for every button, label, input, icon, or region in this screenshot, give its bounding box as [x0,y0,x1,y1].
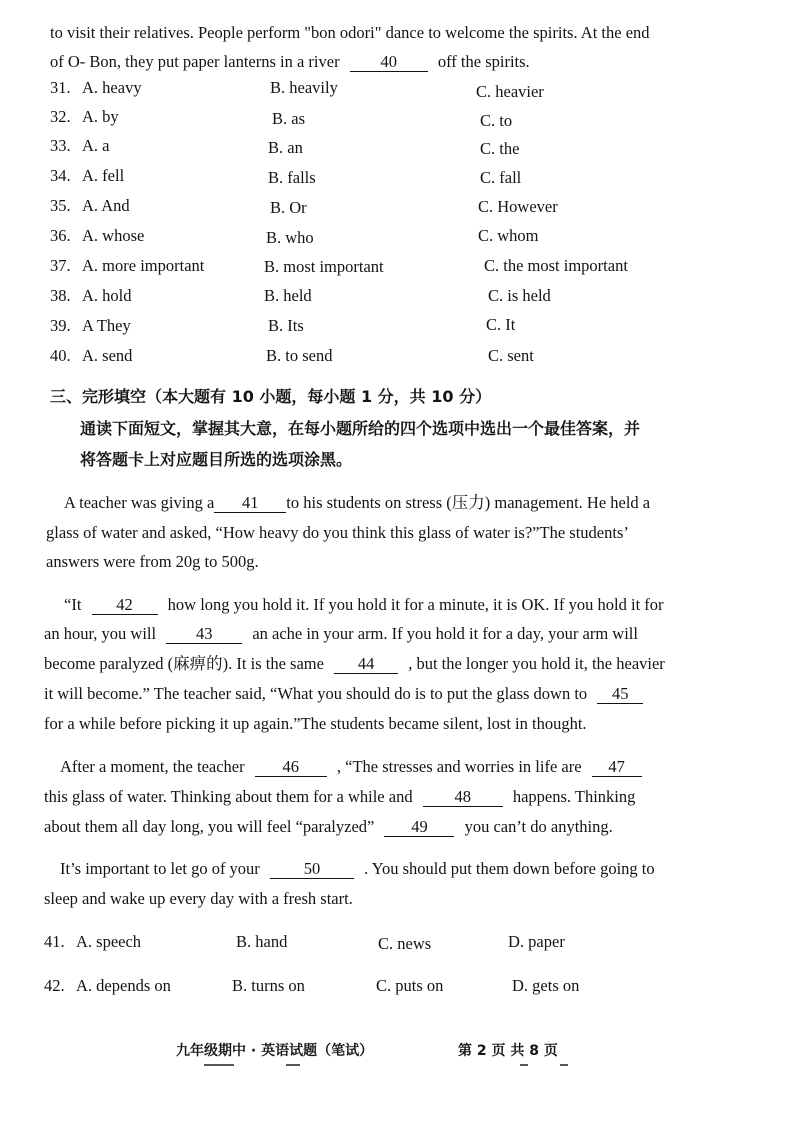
passage-text: become paralyzed (麻痹的). It is the same [44,654,324,673]
option-38-b: B. held [264,286,312,305]
passage-text: an hour, you will [44,624,157,643]
blank-45: 45 [597,685,643,704]
option-37-a: A. more important [82,256,205,275]
passage-text: an ache in your arm. If you hold it for a day, your arm will [252,624,638,643]
passage-text: A teacher was giving a [64,493,215,512]
option-35-num: 35. [50,196,71,215]
option-31-num: 31. [50,78,71,97]
intro-line-2-text: of O- Bon, they put paper lanterns in a river [50,52,340,71]
option-35-c: C. However [478,197,558,216]
intro-line-2 [50,51,530,73]
passage-text: It’s important to let go of your [60,859,260,878]
passage-p1-line-3: answers were from 20g to 500g. [46,552,259,571]
blank-48: 48 [423,788,503,807]
passage-p2-line-3 [44,653,665,675]
passage-text: After a moment, the teacher [60,757,245,776]
option-38-num: 38. [50,286,71,305]
blank-49: 49 [384,818,454,837]
option-42-b: B. turns on [232,976,305,995]
intro-line-2-end: off the spirits. [437,52,530,71]
option-32-a: A. by [82,107,119,126]
option-40-a: A. send [82,346,133,365]
option-33-c: C. the [480,139,520,158]
intro-line-1: to visit their relatives. People perform "bon odori" dance to welcome the spirits. At the end [50,23,650,42]
option-36-a: A. whose [82,226,145,245]
option-34-c: C. fall [480,168,522,187]
blank-40: 40 [350,53,428,72]
passage-p4-line-2: sleep and wake up every day with a fresh start. [44,889,353,908]
passage-text: to his students on stress (压力) management. He held a [286,493,651,512]
passage-p2-line-1 [64,594,664,616]
passage-p3-line-1 [60,756,642,778]
option-39-a: A They [82,316,131,335]
option-40-c: C. sent [488,346,534,365]
footer-scan-mark [286,1064,300,1066]
passage-p2-line-4 [44,683,643,705]
option-32-c: C. to [480,111,513,130]
passage-p3-line-3 [44,816,613,838]
option-39-c: C. It [486,315,516,334]
option-36-num: 36. [50,226,71,245]
option-34-a: A. fell [82,166,125,185]
option-38-c: C. is held [488,286,551,305]
option-42-num: 42. [44,976,65,995]
option-36-c: C. whom [478,226,539,245]
option-42-a: A. depends on [76,976,171,995]
option-33-b: B. an [268,138,303,157]
section-3-instruction-1: 通读下面短文，掌握其大意，在每小题所给的四个选项中选出一个最佳答案，并 [80,419,641,438]
footer-scan-mark [204,1064,234,1066]
footer-exam-title: 九年级期中 · 英语试题（笔试） [176,1043,374,1059]
option-39-b: B. Its [268,316,304,335]
passage-text: about them all day long, you will feel “paralyzed” [44,817,375,836]
passage-text: how long you hold it. If you hold it for a minute, it is OK. If you hold it for [167,595,664,614]
blank-43: 43 [166,625,242,644]
passage-text: you can’t do anything. [464,817,613,836]
option-35-b: B. Or [270,198,307,217]
option-41-c: C. news [378,934,432,953]
blank-47: 47 [592,758,642,777]
passage-text: happens. Thinking [512,787,636,806]
blank-41: 41 [214,494,286,513]
option-41-num: 41. [44,932,65,951]
footer-scan-mark [560,1064,568,1066]
option-35-a: A. And [82,196,130,215]
option-42-d: D. gets on [512,976,580,995]
option-41-d: D. paper [508,932,565,951]
passage-p1-line-2: glass of water and asked, “How heavy do you think this glass of water is?”The students’ [46,523,629,542]
option-32-num: 32. [50,107,71,126]
option-31-c: C. heavier [476,82,544,101]
option-34-num: 34. [50,166,71,185]
option-32-b: B. as [272,109,305,128]
passage-p4-line-1 [60,858,655,880]
option-40-b: B. to send [266,346,333,365]
passage-text: , but the longer you hold it, the heavier [408,654,665,673]
option-38-a: A. hold [82,286,132,305]
option-40-num: 40. [50,346,71,365]
option-31-a: A. heavy [82,78,142,97]
footer-page-number: 第 2 页 共 8 页 [458,1043,558,1059]
passage-p1-line-1 [64,492,650,514]
option-42-c: C. puts on [376,976,444,995]
option-36-b: B. who [266,228,314,247]
option-37-c: C. the most important [484,256,628,275]
option-37-b: B. most important [264,257,384,276]
passage-text: this glass of water. Thinking about them for a while and [44,787,413,806]
option-41-a: A. speech [76,932,142,951]
passage-text: . You should put them down before going to [364,859,655,878]
passage-p2-line-2 [44,623,638,645]
blank-44: 44 [334,655,398,674]
section-3-instruction-2: 将答题卡上对应题目所选的选项涂黑。 [80,450,353,469]
option-41-b: B. hand [236,932,288,951]
passage-text: “It [64,595,82,614]
blank-50: 50 [270,860,354,879]
blank-46: 46 [255,758,327,777]
option-37-num: 37. [50,256,71,275]
passage-text: it will become.” The teacher said, “What you should do is to put the glass down to [44,684,588,703]
option-31-b: B. heavily [270,78,338,97]
option-39-num: 39. [50,316,71,335]
passage-text: , “The stresses and worries in life are [336,757,582,776]
option-33-num: 33. [50,136,71,155]
blank-42: 42 [92,596,158,615]
footer-scan-mark [520,1064,528,1066]
option-33-a: A. a [82,136,110,155]
passage-p2-line-5: for a while before picking it up again.”The students became silent, lost in thought. [44,714,587,733]
section-3-heading: 三、完形填空（本大题有 10 小题，每小题 1 分，共 10 分） [50,387,492,406]
option-34-b: B. falls [268,168,316,187]
passage-p3-line-2 [44,786,635,808]
